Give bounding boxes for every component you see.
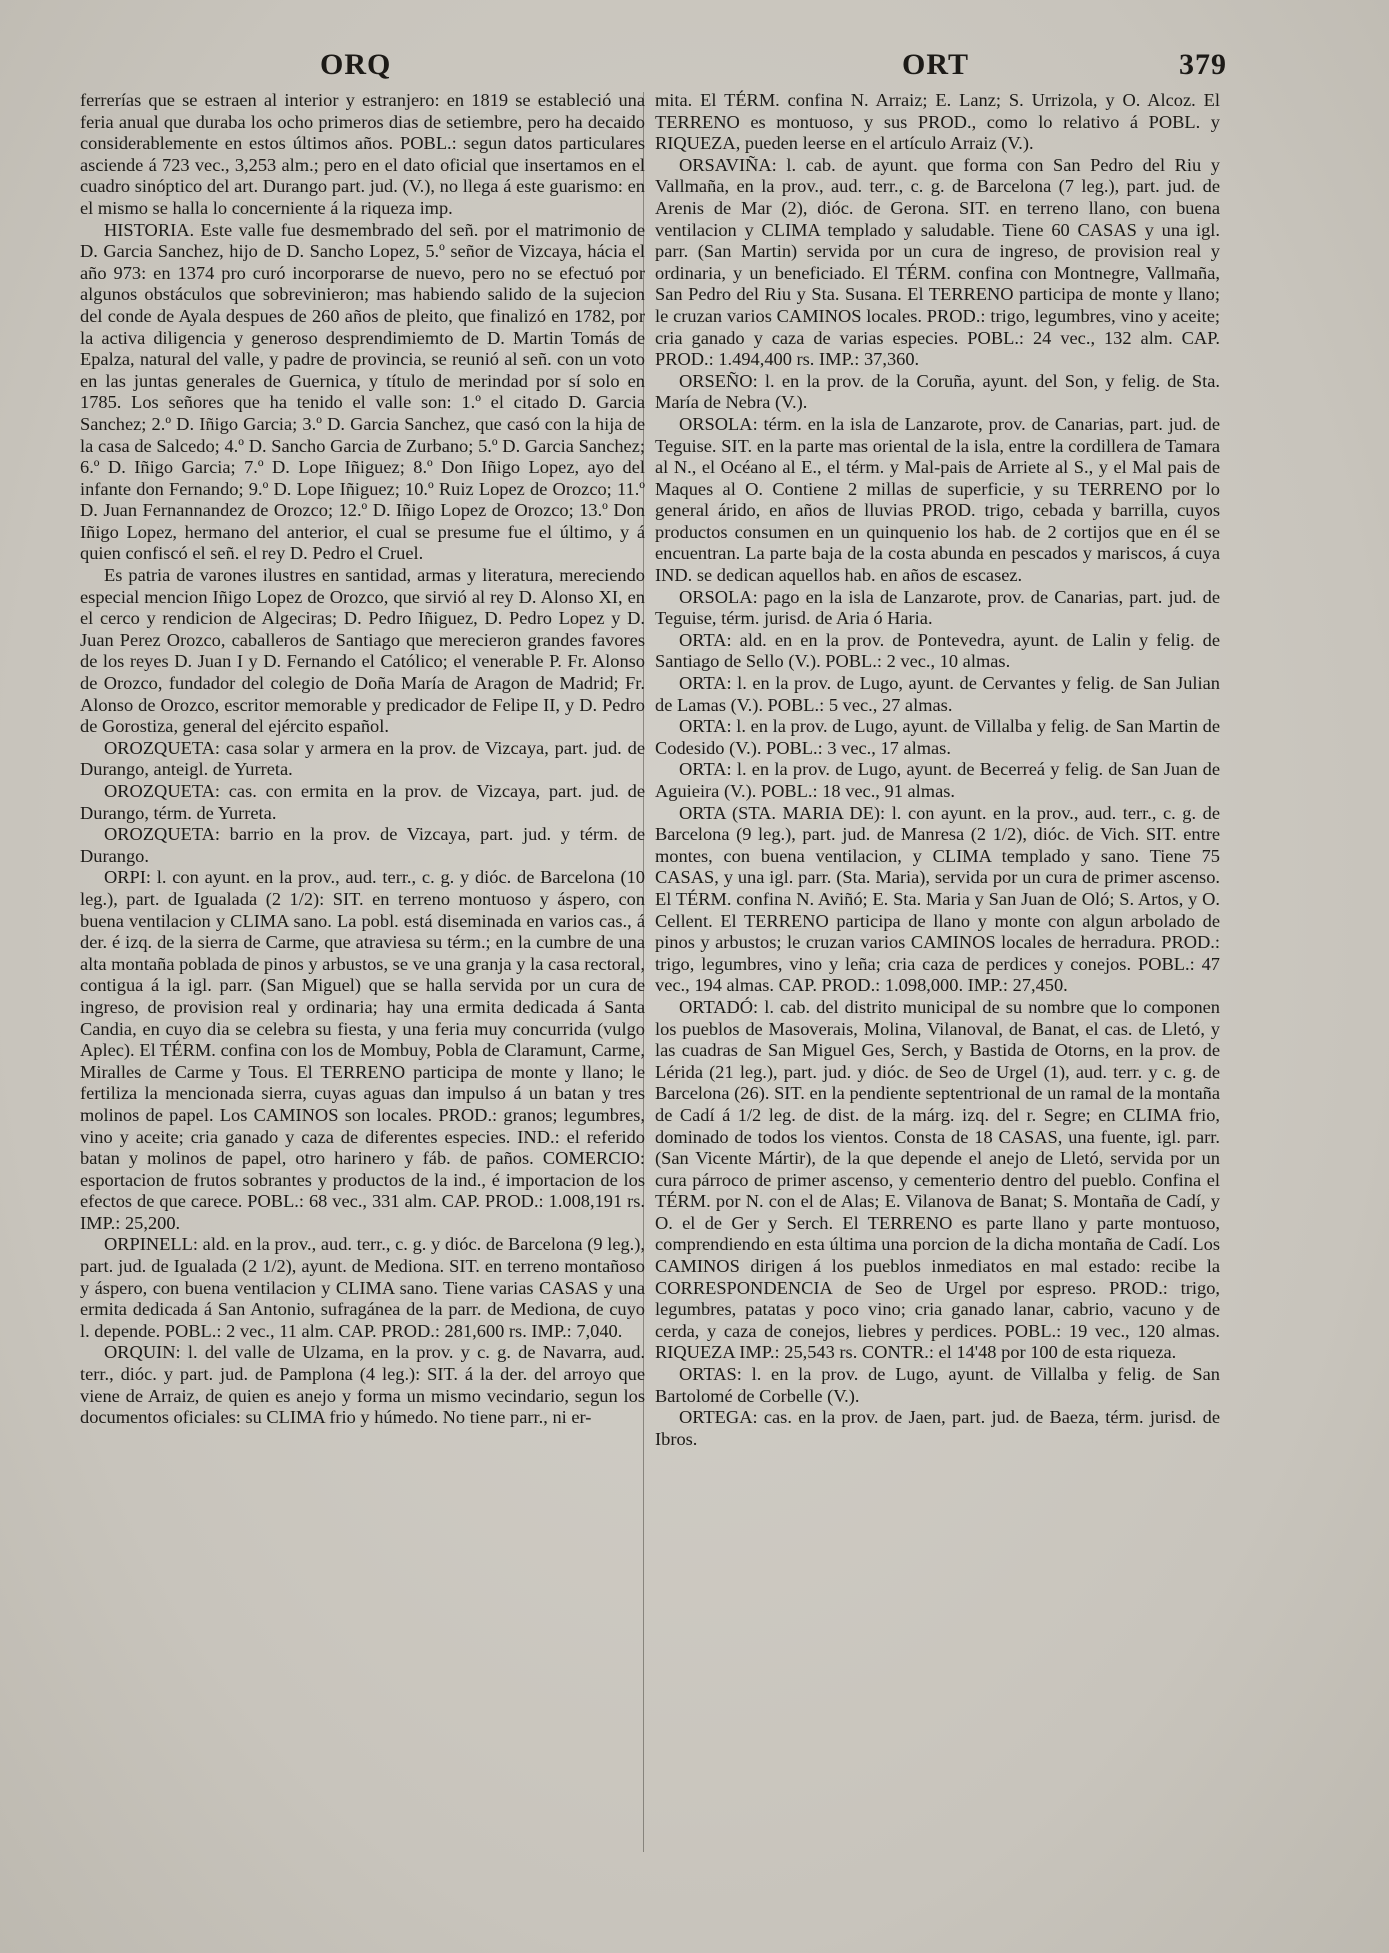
entry-orta-codesido: ORTA: l. en la prov. de Lugo, ayunt. de Villalba y felig. de San Martin de Codesido (V.). POBL.: 3 vec., 17 almas. bbox=[655, 716, 1220, 758]
entry-orta-aguieira: ORTA: l. en la prov. de Lugo, ayunt. de Becerreá y felig. de San Juan de Aguieira (V.). POBL.: 18 vec., 91 almas. bbox=[655, 759, 1220, 801]
entry-orta-pontevedra: ORTA: ald. en en la prov. de Pontevedra, ayunt. de Lalin y felig. de Santiago de Sello (V.). POBL.: 2 vec., 10 almas. bbox=[655, 629, 1220, 672]
entry-ortado: ORTADÓ: l. cab. del distrito municipal de su nombre que lo componen los pueblos de Masoverais, Molina, Vilanoval, de Banat, el cas. de Lletó, y las cuadras de San Miguel Ges, Serch, y Bastida de Otorns, en la prov. de Lérida (21 leg.), part. jud. y dióc. de Seo de Urgel (1), aud. terr. y c. g. de Barcelona (26). SIT. en la pendiente septentrional de un ramal de la montaña de Cadí á 1/2 leg. de dist. de la márg. izq. del r. Segre; en CLIMA frio, dominado de todos los vientos. Consta de 18 CASAS, una fuente, igl. parr. (San Vicente Mártir), de la que depende el anejo de Lletó, servida por un cura párroco de primer ascenso, y cementerio dentro del pueblo. Confina el TÉRM. por N. con el de Alas; E. Vilanova de Banat; S. Montaña de Cadí, y O. el de Ger y Serch. El TERRENO es parte llano y parte montuoso, comprendiendo en esta última una porcion de la dicha montaña de Cadí. Los CAMINOS dirigen á los pueblos inmediatos en mal estado: recibe la CORRESPONDENCIA de Seo de Urgel por espreso. PROD.: trigo, legumbres, patatas y poco vino; cria ganado lanar, cabrio, vacuno y de cerda, y caza de conejos, liebres y perdices. POBL.: 19 vec., 120 almas. RIQUEZA IMP.: 25,543 rs. CONTR.: el 14'48 por 100 de esta riqueza. bbox=[655, 996, 1220, 1363]
page-number: 379 bbox=[1179, 48, 1227, 81]
entry-orsola-2: ORSOLA: pago en la isla de Lanzarote, prov. de Canarias, part. jud. de Teguise, térm. jurisd. de Aria ó Haria. bbox=[655, 586, 1220, 629]
page-header bbox=[0, 48, 1389, 88]
right-column bbox=[655, 90, 1220, 1450]
left-running-head: ORQ bbox=[320, 48, 392, 81]
entry-orpi: ORPI: l. con ayunt. en la prov., aud. terr., c. g. y dióc. de Barcelona (10 leg.), part. de Igualada (2 1/2): SIT. en terreno montuoso y áspero, con buena ventilacion y CLIMA sano. La pobl. está diseminada en varios cas., á der. é izq. de la sierra de Carme, que atraviesa su térm.; en la cumbre de una alta montaña poblada de pinos y arbustos, se ve una granja y la casa rectoral, contigua á la igl. parr. (San Miguel) que se halla servida por un cura de ingreso, de provision real y ordinaria; hay una ermita dedicada á Santa Candia, en cuyo dia se celebra su fiesta, y una feria muy concurrida (vulgo Aplec). El TÉRM. confina con los de Mombuy, Pobla de Claramunt, Carme, Miralles de Carme y Tous. El TERRENO participa de monte y llano; le fertiliza la mencionada sierra, cuyas aguas dan impulso á un batan y tres molinos de papel. Los CAMINOS son locales. PROD.: granos; legumbres, vino y aceite; cria ganado y caza de diferentes especies. IND.: el referido batan y molinos de papel, otro harinero y fáb. de paños. COMERCIO: esportacion de frutos sobrantes y productos de la ind., é importacion de los efectos de que carece. POBL.: 68 vec., 331 alm. CAP. PROD.: 1.008,191 rs. IMP.: 25,200. bbox=[80, 867, 645, 1233]
entry-orpinell: ORPINELL: ald. en la prov., aud. terr., c. g. y dióc. de Barcelona (9 leg.), part. jud. de Igualada (2 1/2), ayunt. de Mediona. SIT. en terreno montañoso y áspero, con buena ventilacion y CLIMA sano. Tiene varias CASAS y una ermita dedicada á San Antonio, sufragánea de la parr. de Mediona, de cuyo l. depende. POBL.: 2 vec., 11 alm. CAP. PROD.: 281,600 rs. IMP.: 7,040. bbox=[80, 1234, 645, 1341]
entry-orsola-1: ORSOLA: térm. en la isla de Lanzarote, prov. de Canarias, part. jud. de Teguise. SIT. en la parte mas oriental de la isla, entre la cordillera de Tamara al N., el Océano al E., el térm. y Mal-pais de Arriete al S., y el Mal pais de Maques al O. Contiene 2 millas de superficie, y su TERRENO por lo general árido, en años de lluvias PROD. trigo, cebada y barrilla, cuyos productos consumen en un quinquenio los hab. de 2 cortijos que en él se encuentran. La parte baja de la costa abunda en pescados y mariscos, á cuya IND. se dedican aquellos hab. en años de escasez. bbox=[655, 413, 1220, 586]
left-column bbox=[80, 90, 645, 1429]
entry-orozqueta-1: OROZQUETA: casa solar y armera en la prov. de Vizcaya, part. jud. de Durango, anteigl. de Yurreta. bbox=[80, 737, 645, 780]
entry-orquin-continuation: mita. El TÉRM. confina N. Arraiz; E. Lanz; S. Urrizola, y O. Alcoz. El TERRENO es montuoso, y sus PROD., como lo relativo á POBL. y RIQUEZA, pueden leerse en el artículo Arraiz (V.). bbox=[655, 90, 1220, 154]
right-running-head: ORT bbox=[902, 48, 969, 81]
entry-orta-sta-maria: ORTA (STA. MARIA DE): l. con ayunt. en la prov., aud. terr., c. g. de Barcelona (9 leg.), part. jud. de Manresa (2 1/2), dióc. de Vich. SIT. entre montes, con buena ventilacion, y CLIMA templado y sano. Tiene 75 CASAS, y una igl. parr. (Sta. Maria), servida por un cura de primer ascenso. El TÉRM. confina N. Aviñó; E. Sta. Maria y San Juan de Oló; S. Artos, y O. Cellent. El TERRENO participa de llano y monte con algun arbolado de pinos y arbustos; le cruzan varios CAMINOS locales de herradura. PROD.: trigo, legumbres, vino y leña; cria caza de perdices y conejos. POBL.: 47 vec., 194 almas. CAP. PROD.: 1.098,000. IMP.: 27,450. bbox=[655, 802, 1220, 996]
entry-ortega: ORTEGA: cas. en la prov. de Jaen, part. jud. de Baeza, térm. jurisd. de Ibros. bbox=[655, 1407, 1220, 1449]
notable-people-paragraph: Es patria de varones ilustres en santidad, armas y literatura, mereciendo especial mencion Iñigo Lopez de Orozco, que sirvió al rey D. Alonso XI, en el cerco y rendicion de Algeciras; D. Pedro Iñiguez, D. Pedro Lopez y D. Juan Perez Orozco, caballeros de Santiago que merecieron grandes favores de los reyes D. Juan I y D. Fernando el Católico; el venerable P. Fr. Alonso de Orozco, fundador del colegio de Doña María de Aragon de Madrid; Fr. Alonso de Orozco, escritor memorable y predicador de Felipe II, y D. Pedro de Gorostiza, general del ejército español. bbox=[80, 565, 645, 737]
entry-orseno: ORSEÑO: l. en la prov. de la Coruña, ayunt. del Son, y felig. de Sta. María de Nebra (V.). bbox=[655, 370, 1220, 413]
entry-orozqueta-3: OROZQUETA: barrio en la prov. de Vizcaya, part. jud. y térm. de Durango. bbox=[80, 824, 645, 866]
entry-orsavina: ORSAVIÑA: l. cab. de ayunt. que forma con San Pedro del Riu y Vallmaña, en la prov., aud. terr., c. g. de Barcelona (7 leg.), part. jud. de Arenis de Mar (2), dióc. de Gerona. SIT. en terreno llano, con buena ventilacion y CLIMA templado y saludable. Tiene 60 CASAS y una igl. parr. (San Martin) servida por un cura de ingreso, de provision real y ordinaria, y un beneficiado. El TÉRM. confina con Montnegre, Vallmaña, San Pedro del Riu y Sta. Susana. El TERRENO participa de monte y llano; le cruzan varios CAMINOS locales. PROD.: trigo, legumbres, vino y aceite; cria ganado y caza de varias especies. POBL.: 24 vec., 132 alm. CAP. PROD.: 1.494,400 rs. IMP.: 37,360. bbox=[655, 154, 1220, 370]
entry-orquin: ORQUIN: l. del valle de Ulzama, en la prov. y c. g. de Navarra, aud. terr., dióc. y part. jud. de Pamplona (4 leg.): SIT. á la der. del arroyo que viene de Arraiz, de quien es anejo y forma un mismo vecindario, segun los documentos oficiales: su CLIMA frio y húmedo. No tiene parr., ni er- bbox=[80, 1342, 645, 1428]
entry-orta-lamas: ORTA: l. en la prov. de Lugo, ayunt. de Cervantes y felig. de San Julian de Lamas (V.). POBL.: 5 vec., 27 almas. bbox=[655, 673, 1220, 715]
entry-continuation: ferrerías que se estraen al interior y estranjero: en 1819 se estableció una feria anual que duraba los ocho primeros dias de setiembre, pero ha decaido considerablemente en estos últimos años. POBL.: segun datos particulares asciende á 723 vec., 3,253 alm.; pero en el dato oficial que insertamos en el cuadro sinóptico del art. Durango part. jud. (V.), no llega á este guarismo: en el mismo se halla lo concerniente á la riqueza imp. bbox=[80, 90, 645, 218]
entry-ortas: ORTAS: l. en la prov. de Lugo, ayunt. de Villalba y felig. de San Bartolomé de Corbelle (V.). bbox=[655, 1364, 1220, 1406]
entry-orozqueta-2: OROZQUETA: cas. con ermita en la prov. de Vizcaya, part. jud. de Durango, térm. de Yurreta. bbox=[80, 781, 645, 823]
historia-paragraph: HISTORIA. Este valle fue desmembrado del señ. por el matrimonio de D. Garcia Sanchez, hijo de D. Sancho Lopez, 5.º señor de Vizcaya, hácia el año 973: en 1374 pro curó incorporarse de nuevo, pero no se efectuó por algunos obstáculos que sobrevinieron; mas habiendo salido de la sujecion del conde de Ayala despues de 260 años de pleito, que finalizó en 1782, por la activa diligencia y generoso desprendimiemto de D. Martin Tomás de Epalza, natural del valle, y padre de provincia, se reunió al señ. con un voto en las juntas generales de Guernica, y título de merindad por sí solo en 1785. Los señores que ha tenido el valle son: 1.º el citado D. Garcia Sanchez; 2.º D. Iñigo Garcia; 3.º D. Garcia Sanchez, que casó con la hija de la casa de Salcedo; 4.º D. Sancho Garcia de Zurbano; 5.º D. Garcia Sanchez; 6.º D. Iñigo Garcia; 7.º D. Lope Iñiguez; 8.º Don Iñigo Lopez, ayo del infante don Fernando; 9.º D. Lope Iñiguez; 10.º Ruiz Lopez de Orozco; 11.º D. Juan Fernannandez de Orozco; 12.º D. Iñigo Lopez de Orozco; 13.º Don Iñigo Lopez, hermano del anterior, el cual se presume fue el último, y á quien confiscó el señ. el rey D. Pedro el Cruel. bbox=[80, 219, 645, 564]
